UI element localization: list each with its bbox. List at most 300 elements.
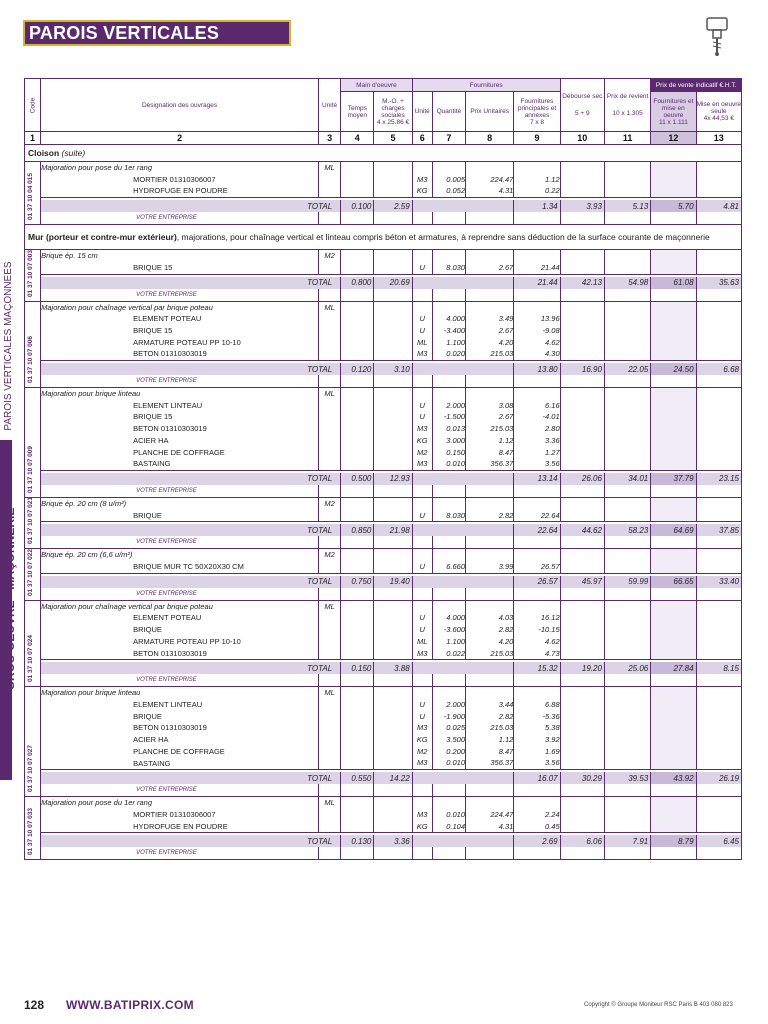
entry-cell[interactable]	[651, 536, 696, 549]
component-price: 356.37	[490, 459, 514, 469]
component-amount-col	[514, 797, 560, 833]
entry-cell[interactable]	[514, 289, 560, 302]
entry-cell[interactable]	[466, 784, 514, 797]
component-amount-col	[514, 600, 560, 660]
entry-cell[interactable]	[696, 212, 741, 225]
item-component: BRIQUE	[133, 510, 162, 520]
col-num: 9	[514, 132, 560, 145]
component-price-col	[466, 687, 514, 770]
entry-cell[interactable]	[319, 674, 341, 687]
component-unit: M2	[417, 447, 428, 457]
section-header	[25, 225, 742, 250]
entry-cell[interactable]	[412, 784, 432, 797]
component-unit: M3	[417, 349, 428, 359]
cell-empty	[412, 835, 514, 847]
entry-cell[interactable]	[696, 847, 741, 860]
entry-cell[interactable]	[560, 485, 604, 498]
entry-cell[interactable]	[514, 674, 560, 687]
col-num: 8	[466, 132, 514, 145]
component-amount: 1.69	[545, 746, 560, 756]
cell-empty	[651, 162, 696, 198]
total-row	[25, 473, 742, 485]
total-prix-revient: 34.01	[604, 473, 650, 485]
col-num: 6	[412, 132, 432, 145]
component-price: 1.12	[498, 435, 514, 445]
entry-cell[interactable]	[514, 588, 560, 601]
entry-cell[interactable]	[319, 375, 341, 388]
price-table	[24, 78, 742, 860]
item-code: 01 37 10 07 003	[27, 249, 34, 297]
component-qty-col	[432, 388, 465, 471]
item-unit	[319, 388, 341, 471]
total-fournitures: 13.14	[514, 473, 560, 485]
item-designation	[41, 301, 319, 361]
total-mo: 3.36	[374, 835, 412, 847]
item-component: BASTAING	[133, 459, 171, 469]
cell-empty	[374, 549, 412, 573]
component-price: 224.47	[490, 809, 514, 819]
cell-empty	[341, 388, 374, 471]
total-temps: 0.100	[341, 200, 374, 212]
component-qty: 2.000	[446, 400, 465, 410]
total-debourse: 42.13	[560, 277, 604, 289]
entry-cell[interactable]	[374, 375, 412, 388]
entry-cell[interactable]	[604, 784, 650, 797]
item-code-cell	[25, 250, 41, 301]
total-label: TOTAL	[41, 473, 341, 485]
component-qty: 3.500	[446, 735, 465, 745]
component-amount: 3.36	[545, 435, 560, 445]
entry-cell[interactable]	[466, 536, 514, 549]
component-amount: 21.44	[540, 262, 560, 272]
entry-cell[interactable]	[341, 588, 374, 601]
entry-cell[interactable]	[412, 289, 432, 302]
cell-empty	[560, 797, 604, 833]
entry-cell[interactable]	[432, 375, 465, 388]
entry-cell[interactable]	[604, 847, 650, 860]
entry-cell[interactable]	[466, 375, 514, 388]
entry-cell[interactable]	[466, 485, 514, 498]
votre-entreprise-row[interactable]	[25, 212, 742, 225]
entry-cell[interactable]	[432, 784, 465, 797]
item-block	[25, 600, 742, 660]
entry-cell[interactable]	[319, 847, 341, 860]
entry-cell[interactable]	[341, 536, 374, 549]
item-code-cell	[25, 301, 41, 388]
entry-cell[interactable]	[696, 485, 741, 498]
total-fourn-mise: 64.69	[651, 524, 696, 536]
total-label: TOTAL	[41, 363, 341, 375]
entry-cell[interactable]	[560, 588, 604, 601]
component-unit: M3	[417, 648, 428, 658]
item-component: ACIER HA	[133, 735, 169, 745]
entry-cell[interactable]	[374, 588, 412, 601]
votre-entreprise-row[interactable]	[25, 289, 742, 302]
cell-empty	[341, 687, 374, 770]
entry-cell[interactable]	[560, 674, 604, 687]
entry-cell[interactable]	[466, 674, 514, 687]
page-title: PAROIS VERTICALES MAÇONNEES	[23, 20, 291, 46]
cell-empty	[374, 497, 412, 521]
item-code: 01 37 10 07 022	[27, 548, 34, 596]
total-fournitures: 16.07	[514, 772, 560, 784]
component-unit-col	[412, 250, 432, 274]
entry-cell[interactable]	[319, 289, 341, 302]
total-row	[25, 524, 742, 536]
entry-cell[interactable]	[466, 212, 514, 225]
item-unit-value: M2	[324, 251, 335, 261]
entry-cell[interactable]	[604, 674, 650, 687]
entry-cell[interactable]	[514, 784, 560, 797]
component-price-col	[466, 600, 514, 660]
entry-cell[interactable]	[696, 674, 741, 687]
entry-cell[interactable]	[560, 289, 604, 302]
entry-cell[interactable]	[514, 485, 560, 498]
votre-entreprise-row[interactable]	[25, 375, 742, 388]
component-qty: 0.052	[446, 186, 465, 196]
item-code: 01 37 10 07 006	[27, 336, 34, 384]
entry-cell[interactable]	[560, 375, 604, 388]
component-unit: M3	[417, 809, 428, 819]
entry-cell[interactable]	[341, 375, 374, 388]
item-unit-value: M2	[324, 498, 335, 508]
item-designation	[41, 797, 319, 833]
item-unit	[319, 497, 341, 521]
item-component: BETON 01310303019	[133, 424, 207, 434]
entry-cell[interactable]	[651, 485, 696, 498]
entry-cell[interactable]	[514, 536, 560, 549]
component-qty: -1.500	[443, 412, 465, 422]
component-price: 356.37	[490, 758, 514, 768]
total-prix-revient: 22.05	[604, 363, 650, 375]
entry-cell[interactable]	[374, 847, 412, 860]
entry-cell[interactable]	[651, 847, 696, 860]
entry-cell[interactable]	[514, 375, 560, 388]
entry-cell[interactable]	[319, 784, 341, 797]
component-qty: 0.025	[446, 723, 465, 733]
col-num: 11	[604, 132, 650, 145]
entry-cell[interactable]	[374, 212, 412, 225]
item-component: ELEMENT LINTEAU	[133, 400, 203, 410]
entry-cell[interactable]	[432, 588, 465, 601]
item-block	[25, 687, 742, 770]
votre-entreprise-label: VOTRE ENTREPRISE	[41, 289, 319, 302]
entry-cell[interactable]	[412, 212, 432, 225]
total-row	[25, 576, 742, 588]
entry-cell[interactable]	[514, 847, 560, 860]
entry-cell[interactable]	[432, 289, 465, 302]
total-temps: 0.550	[341, 772, 374, 784]
item-component: ELEMENT POTEAU	[133, 314, 202, 324]
col-num: 7	[432, 132, 465, 145]
cell-empty	[341, 250, 374, 274]
cell-empty	[560, 549, 604, 573]
cell-empty	[412, 200, 514, 212]
cell-empty	[374, 162, 412, 198]
component-unit-col	[412, 687, 432, 770]
cell-empty	[651, 797, 696, 833]
component-amount: -5.36	[542, 711, 560, 721]
votre-entreprise-row[interactable]	[25, 674, 742, 687]
entry-cell[interactable]	[432, 536, 465, 549]
total-mo: 21.98	[374, 524, 412, 536]
component-qty: 0.013	[446, 424, 465, 434]
entry-cell[interactable]	[651, 212, 696, 225]
component-amount: 1.27	[545, 447, 560, 457]
total-mo: 20.69	[374, 277, 412, 289]
entry-cell[interactable]	[604, 485, 650, 498]
component-amount: 26.57	[540, 562, 560, 572]
component-price: 3.99	[498, 562, 514, 572]
entry-cell[interactable]	[341, 212, 374, 225]
component-qty: 0.150	[446, 447, 465, 457]
component-amount: 13.96	[540, 314, 560, 324]
total-mo: 14.22	[374, 772, 412, 784]
component-qty: 4.000	[446, 314, 465, 324]
entry-cell[interactable]	[696, 784, 741, 797]
votre-entreprise-label: VOTRE ENTREPRISE	[41, 588, 319, 601]
item-code-cell	[25, 497, 41, 548]
votre-entreprise-label: VOTRE ENTREPRISE	[41, 485, 319, 498]
component-unit: U	[419, 699, 425, 709]
entry-cell[interactable]	[696, 289, 741, 302]
cell-empty	[651, 497, 696, 521]
entry-cell[interactable]	[319, 588, 341, 601]
component-amount: 6.16	[545, 400, 560, 410]
entry-cell[interactable]	[319, 536, 341, 549]
entry-cell[interactable]	[319, 212, 341, 225]
component-qty: 4.000	[446, 613, 465, 623]
header-quantite: Quantité	[432, 92, 465, 132]
total-fournitures: 21.44	[514, 277, 560, 289]
entry-cell[interactable]	[432, 212, 465, 225]
votre-entreprise-label: VOTRE ENTREPRISE	[41, 674, 319, 687]
header-prix-revient-sub: 10 x 1.305	[612, 110, 643, 117]
total-mise-seule: 37.85	[696, 524, 741, 536]
item-unit-value: ML	[324, 163, 335, 172]
total-mo: 3.88	[374, 662, 412, 674]
total-fourn-mise: 24.50	[651, 363, 696, 375]
item-component: HYDROFUGE EN POUDRE	[133, 821, 228, 831]
cell-empty	[604, 250, 650, 274]
header-mo-charges-sub: 4 x 25.86 €	[376, 118, 410, 126]
item-component: PLANCHE DE COFFRAGE	[133, 746, 225, 756]
component-unit: M3	[417, 758, 428, 768]
col-num: 2	[41, 132, 319, 145]
footer-url[interactable]: WWW.BATIPRIX.COM	[66, 998, 194, 1012]
entry-cell[interactable]	[412, 847, 432, 860]
cell-empty	[651, 301, 696, 361]
entry-cell[interactable]	[374, 784, 412, 797]
entry-cell[interactable]	[604, 536, 650, 549]
component-price: 2.82	[498, 711, 514, 721]
entry-cell[interactable]	[651, 674, 696, 687]
cell-empty	[374, 250, 412, 274]
component-price: 3.49	[498, 314, 514, 324]
entry-cell[interactable]	[341, 289, 374, 302]
header-debourse-sub: 5 + 9	[574, 110, 590, 117]
votre-entreprise-row[interactable]	[25, 588, 742, 601]
entry-cell[interactable]	[374, 536, 412, 549]
cell-empty	[341, 549, 374, 573]
item-unit	[319, 162, 341, 198]
cell-empty	[560, 250, 604, 274]
entry-cell[interactable]	[374, 289, 412, 302]
total-mise-seule: 6.68	[696, 363, 741, 375]
component-unit: ML	[417, 636, 428, 646]
component-price: 3.44	[498, 699, 514, 709]
component-unit: KG	[416, 435, 428, 445]
item-component: BRIQUE	[133, 711, 162, 721]
item-title: Majoration pour pose du 1er rang	[41, 798, 153, 808]
votre-entreprise-row[interactable]	[25, 536, 742, 549]
entry-cell[interactable]	[466, 289, 514, 302]
header-fourn-mise: Fournitures et mise en oeuvre	[653, 97, 694, 119]
entry-cell[interactable]	[651, 588, 696, 601]
entry-cell[interactable]	[466, 588, 514, 601]
cell-empty	[560, 497, 604, 521]
total-label: TOTAL	[41, 835, 341, 847]
cell-empty	[696, 600, 741, 660]
total-fournitures: 15.32	[514, 662, 560, 674]
total-prix-revient: 25.06	[604, 662, 650, 674]
entry-cell[interactable]	[412, 674, 432, 687]
entry-cell[interactable]	[412, 375, 432, 388]
entry-cell[interactable]	[560, 847, 604, 860]
component-qty: 0.010	[446, 459, 465, 469]
entry-cell[interactable]	[374, 485, 412, 498]
entry-cell[interactable]	[651, 784, 696, 797]
entry-cell[interactable]	[341, 674, 374, 687]
entry-cell[interactable]	[604, 289, 650, 302]
item-title: Majoration pour chaînage vertical par brique poteau	[41, 601, 213, 611]
entry-cell[interactable]	[374, 674, 412, 687]
entry-cell[interactable]	[560, 784, 604, 797]
votre-entreprise-row[interactable]	[25, 847, 742, 860]
entry-cell[interactable]	[412, 536, 432, 549]
entry-cell[interactable]	[604, 212, 650, 225]
item-code: 01 37 10 07 033	[27, 808, 34, 856]
component-unit: M3	[417, 459, 428, 469]
entry-cell[interactable]	[341, 485, 374, 498]
header-main-oeuvre: Main d'oeuvre	[341, 79, 412, 92]
total-prix-revient: 39.53	[604, 772, 650, 784]
column-numbers-row	[25, 132, 742, 145]
entry-cell[interactable]	[412, 485, 432, 498]
entry-cell[interactable]	[341, 784, 374, 797]
item-component: BRIQUE 15	[133, 412, 173, 422]
item-code: 01 37 10 07 027	[27, 745, 34, 793]
item-unit-value: ML	[324, 688, 335, 698]
item-code-cell	[25, 162, 41, 225]
entry-cell[interactable]	[432, 485, 465, 498]
component-amount: 1.12	[545, 174, 560, 184]
component-qty-col	[432, 162, 465, 198]
item-component: BRIQUE 15	[133, 325, 173, 335]
component-unit-col	[412, 301, 432, 361]
component-unit: KG	[416, 821, 428, 831]
item-unit-value: M2	[324, 550, 335, 560]
entry-cell[interactable]	[560, 536, 604, 549]
total-fourn-mise: 66.65	[651, 576, 696, 588]
component-price-col	[466, 388, 514, 471]
item-component: BETON 01310303019	[133, 648, 207, 658]
cell-empty	[696, 687, 741, 770]
cell-empty	[604, 600, 650, 660]
cell-empty	[412, 576, 514, 588]
entry-cell[interactable]	[604, 375, 650, 388]
section-header-row	[25, 145, 742, 162]
cell-empty	[412, 662, 514, 674]
entry-cell[interactable]	[514, 212, 560, 225]
side-chapter-label: GROS-OEUVRE - MAÇONNERIE	[3, 507, 17, 691]
item-block	[25, 797, 742, 833]
item-component: ELEMENT POTEAU	[133, 613, 202, 623]
header-prix-unitaires: Prix Unitaires	[466, 92, 514, 132]
votre-entreprise-row[interactable]	[25, 784, 742, 797]
item-code-cell	[25, 388, 41, 498]
votre-entreprise-row[interactable]	[25, 485, 742, 498]
entry-cell[interactable]	[412, 588, 432, 601]
component-qty: 8.030	[446, 510, 465, 520]
entry-cell[interactable]	[560, 212, 604, 225]
header-prix-revient: Prix de revient	[606, 93, 649, 100]
component-amount: 22.64	[540, 510, 560, 520]
entry-cell[interactable]	[696, 588, 741, 601]
component-qty: 0.104	[446, 821, 465, 831]
component-unit-col	[412, 497, 432, 521]
votre-entreprise-label: VOTRE ENTREPRISE	[41, 784, 319, 797]
item-block	[25, 549, 742, 573]
cell-empty	[560, 388, 604, 471]
component-price: 1.12	[498, 735, 514, 745]
component-amount-col	[514, 301, 560, 361]
component-unit: M2	[417, 746, 428, 756]
cell-empty	[604, 687, 650, 770]
entry-cell[interactable]	[651, 375, 696, 388]
header-debourse: Déboursé sec	[562, 93, 603, 100]
votre-entreprise-label: VOTRE ENTREPRISE	[41, 847, 319, 860]
entry-cell[interactable]	[319, 485, 341, 498]
component-unit-col	[412, 162, 432, 198]
item-block	[25, 250, 742, 274]
entry-cell[interactable]	[341, 847, 374, 860]
component-amount-col	[514, 549, 560, 573]
component-unit: ML	[417, 337, 428, 347]
entry-cell[interactable]	[604, 588, 650, 601]
item-designation	[41, 687, 319, 770]
item-block	[25, 388, 742, 471]
entry-cell[interactable]	[466, 847, 514, 860]
cell-empty	[374, 301, 412, 361]
item-unit-value: ML	[324, 798, 335, 808]
component-price: 4.20	[498, 337, 514, 347]
entry-cell[interactable]	[432, 674, 465, 687]
component-unit-col	[412, 549, 432, 573]
cell-empty	[374, 388, 412, 471]
component-qty: 8.030	[446, 262, 465, 272]
entry-cell[interactable]	[696, 375, 741, 388]
component-qty: 3.000	[446, 435, 465, 445]
item-component: ARMATURE POTEAU PP 10-10	[133, 337, 241, 347]
section-suffix: (suite)	[61, 148, 86, 158]
component-unit-col	[412, 797, 432, 833]
total-mise-seule: 26.19	[696, 772, 741, 784]
entry-cell[interactable]	[651, 289, 696, 302]
entry-cell[interactable]	[696, 536, 741, 549]
entry-cell[interactable]	[432, 847, 465, 860]
section-header-row	[25, 225, 742, 250]
